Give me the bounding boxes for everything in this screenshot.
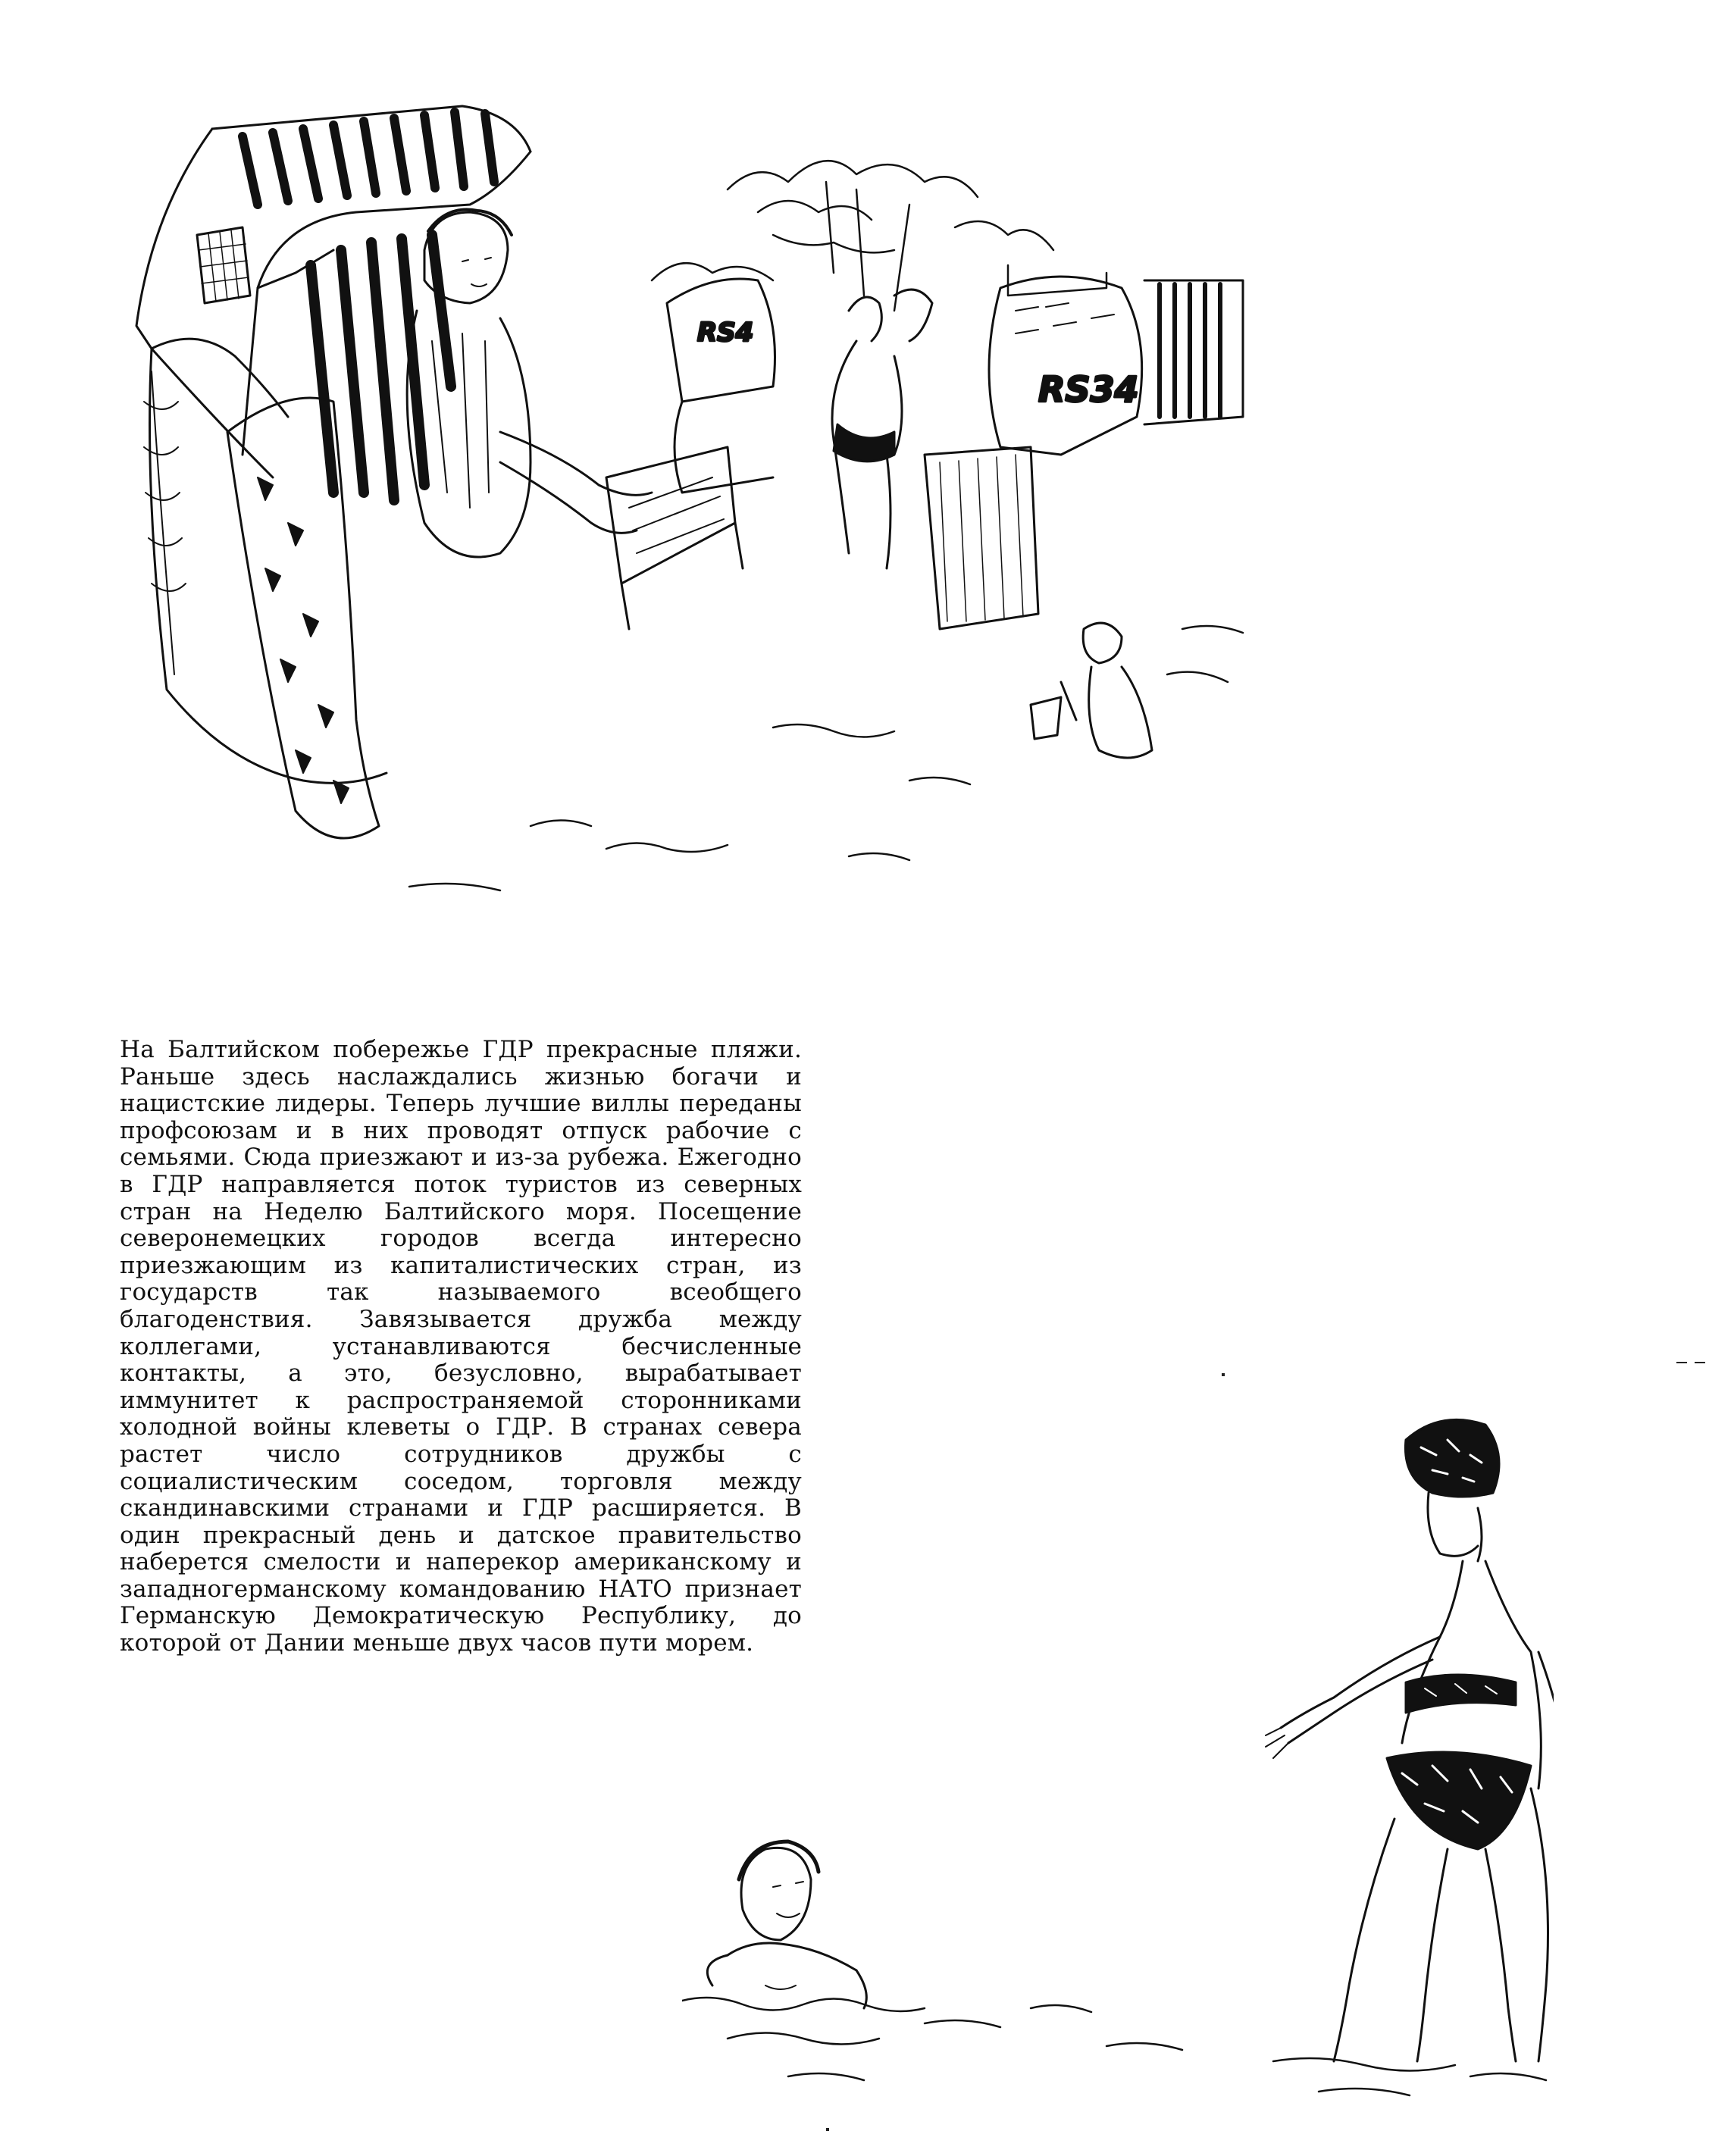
scan-mark	[1676, 1362, 1687, 1363]
right-beach-chair-drawing	[925, 277, 1243, 629]
chair-label-rs34: RS34	[1038, 369, 1139, 410]
middle-beach-chair-drawing	[667, 279, 775, 493]
large-beach-chair-drawing	[136, 106, 531, 838]
article-body-text: На Балтийском побережье ГДР прекрасные пляжи. Раньше здесь наслаждались жизнью богачи и нацистские лидеры. Теперь лучшие виллы переданы профсоюзам и в них проводят отпуск рабочие с семьями. Сюда приезжают и из-за рубежа. Ежегодно в ГДР направляется поток туристов из северных стран на Неделю Балтийского моря. Посещение северонемецких городов всегда интересно приезжающим из капиталистических стран, из государств так называемого всеобщего благоденствия. Завязывается дружба между коллегами, устанавливаются бесчисленные контакты, а это, безусловно, вырабатывает иммунитет к распространяемой сторонниками холодной войны клеветы о ГДР. В странах севера растет число сотрудников дружбы с социалистическим соседом, торговля между скандинавскими странами и ГДР расширяется. В один прекрасный день и датское правительство наберется смелости и наперекор американскому и западногерманскому командованию НАТО признает Германскую Демократическую Республику, до которой от Дании меньше двух часов пути морем.	[120, 1036, 802, 1657]
scan-mark	[1695, 1362, 1705, 1363]
child-with-pail-drawing	[1031, 623, 1152, 758]
woman-in-bikini-drawing	[1266, 1419, 1554, 2061]
water-ripples-drawing	[682, 1998, 1546, 2095]
scan-mark	[1222, 1373, 1225, 1376]
sand-ripples-drawing	[409, 626, 1243, 890]
chair-label-rs4: RS4	[697, 318, 754, 348]
swimmers-illustration	[682, 1410, 1554, 2122]
trees-drawing	[652, 161, 1106, 311]
beach-chairs-illustration	[106, 99, 1273, 925]
swimming-man-drawing	[707, 1842, 866, 2008]
boy-in-towel-drawing	[407, 210, 743, 629]
scan-mark	[826, 2128, 829, 2131]
standing-woman-drawing	[832, 289, 932, 568]
